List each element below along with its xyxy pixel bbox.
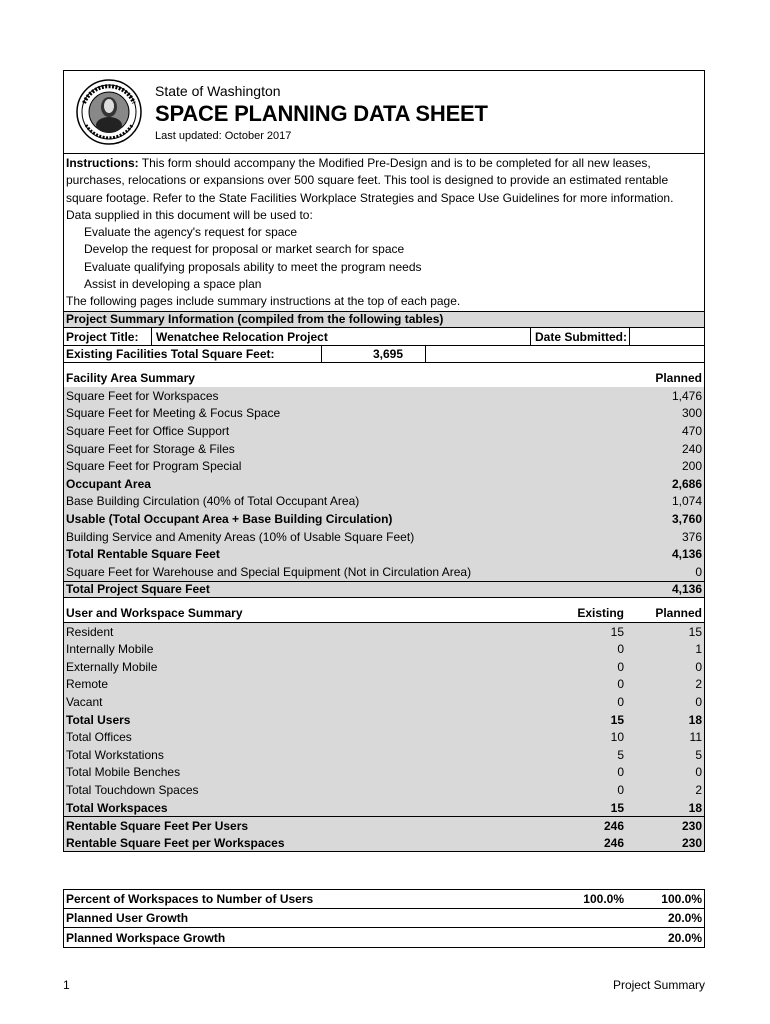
footer-section-name: Project Summary [612, 978, 705, 992]
last-updated: Last updated: October 2017 [155, 130, 292, 142]
table-row: Externally Mobile 0 0 [66, 659, 702, 674]
planned-column-header: Planned [655, 605, 702, 620]
date-submitted-field[interactable] [629, 328, 704, 345]
table-row: Square Feet for Workspaces 1,476 [66, 388, 702, 403]
project-title-row [64, 328, 704, 346]
growth-table [63, 889, 705, 948]
project-title-field[interactable]: Wenatchee Relocation Project [151, 328, 531, 345]
table-row: Rentable Square Feet Per Users 246 230 [64, 816, 704, 834]
table-row: Planned User Growth 20.0% [64, 909, 704, 928]
table-row: Square Feet for Meeting & Focus Space 300 [66, 406, 702, 421]
sheet-header [64, 71, 704, 154]
table-row: Rentable Square Feet per Workspaces 246 230 [66, 835, 702, 850]
users-heading: User and Workspace Summary [66, 605, 243, 620]
list-item: Evaluate qualifying proposals ability to meet the program needs [84, 259, 422, 274]
table-row: Vacant 0 0 [66, 694, 702, 709]
list-item: Develop the request for proposal or market search for space [84, 242, 405, 257]
table-row: Square Feet for Warehouse and Special Equipment (Not in Circulation Area) 0 [66, 564, 702, 579]
table-row: Planned Workspace Growth 20.0% [66, 930, 702, 945]
table-row: Building Service and Amenity Areas (10% of Usable Square Feet) 376 [66, 529, 702, 544]
list-item: Evaluate the agency's request for space [84, 225, 298, 240]
existing-facilities-label: Existing Facilities Total Square Feet: [66, 347, 275, 362]
table-row: Occupant Area 2,686 [66, 476, 702, 491]
list-item: Assist in developing a space plan [84, 277, 262, 292]
date-submitted-label: Date Submitted: [534, 329, 627, 344]
instructions-text: This form should accompany the Modified Pre-Design and is to be completed for all new leases, purchases, relocations or expansions over 500 square feet. This tool is designed to provide an estimated rentable square footage. Refer to the State Facilities Workplace Strategies and Space Use Guidelines for more information. [66, 156, 674, 205]
table-row: Total Offices 10 11 [66, 730, 702, 745]
users-heading-row [64, 604, 704, 622]
project-summary-heading: Project Summary Information (compiled from the following tables) [64, 311, 704, 329]
space-planning-sheet [63, 70, 705, 852]
table-row: Total Touchdown Spaces 0 2 [66, 782, 702, 797]
planned-column-header: Planned [655, 371, 702, 386]
table-row: Total Workspaces 15 18 [66, 800, 702, 815]
following-pages-text: The following pages include summary instructions at the top of each page. [66, 294, 461, 309]
table-row: Square Feet for Storage & Files 240 [66, 441, 702, 456]
data-used-text: Data supplied in this document will be used to: [66, 207, 313, 222]
instructions-block [64, 154, 704, 311]
table-row: Total Rentable Square Feet 4,136 [66, 547, 702, 562]
table-row: Base Building Circulation (40% of Total Occupant Area) 1,074 [66, 494, 702, 509]
table-row: Internally Mobile 0 1 [66, 642, 702, 657]
table-row: Remote 0 2 [66, 677, 702, 692]
page-title: SPACE PLANNING DATA SHEET [155, 101, 488, 126]
existing-column-header: Existing [577, 605, 624, 620]
existing-facilities-row [64, 346, 704, 364]
facility-heading: Facility Area Summary [66, 371, 195, 386]
page-number: 1 [63, 978, 70, 992]
table-row: Total Mobile Benches 0 0 [66, 765, 702, 780]
facility-table [64, 387, 704, 598]
existing-facilities-field[interactable]: 3,695 [321, 346, 426, 363]
table-row: Percent of Workspaces to Number of Users 100.0% 100.0% [64, 890, 704, 909]
washington-state-seal-icon [76, 79, 142, 145]
table-row: Total Project Square Feet 4,136 [66, 582, 702, 597]
facility-heading-row [64, 369, 704, 387]
table-row: Total Users 15 18 [66, 712, 702, 727]
table-row: Total Workstations 5 5 [66, 747, 702, 762]
table-row: Square Feet for Office Support 470 [66, 424, 702, 439]
project-title-label: Project Title: [66, 329, 139, 344]
table-row: Usable (Total Occupant Area + Base Building Circulation) 3,760 [66, 512, 702, 526]
users-table [64, 622, 704, 852]
table-row: Square Feet for Program Special 200 [66, 459, 702, 474]
instructions-label: Instructions: [66, 156, 139, 170]
state-name: State of Washington [155, 83, 281, 99]
table-row: Resident 15 15 [66, 624, 702, 639]
